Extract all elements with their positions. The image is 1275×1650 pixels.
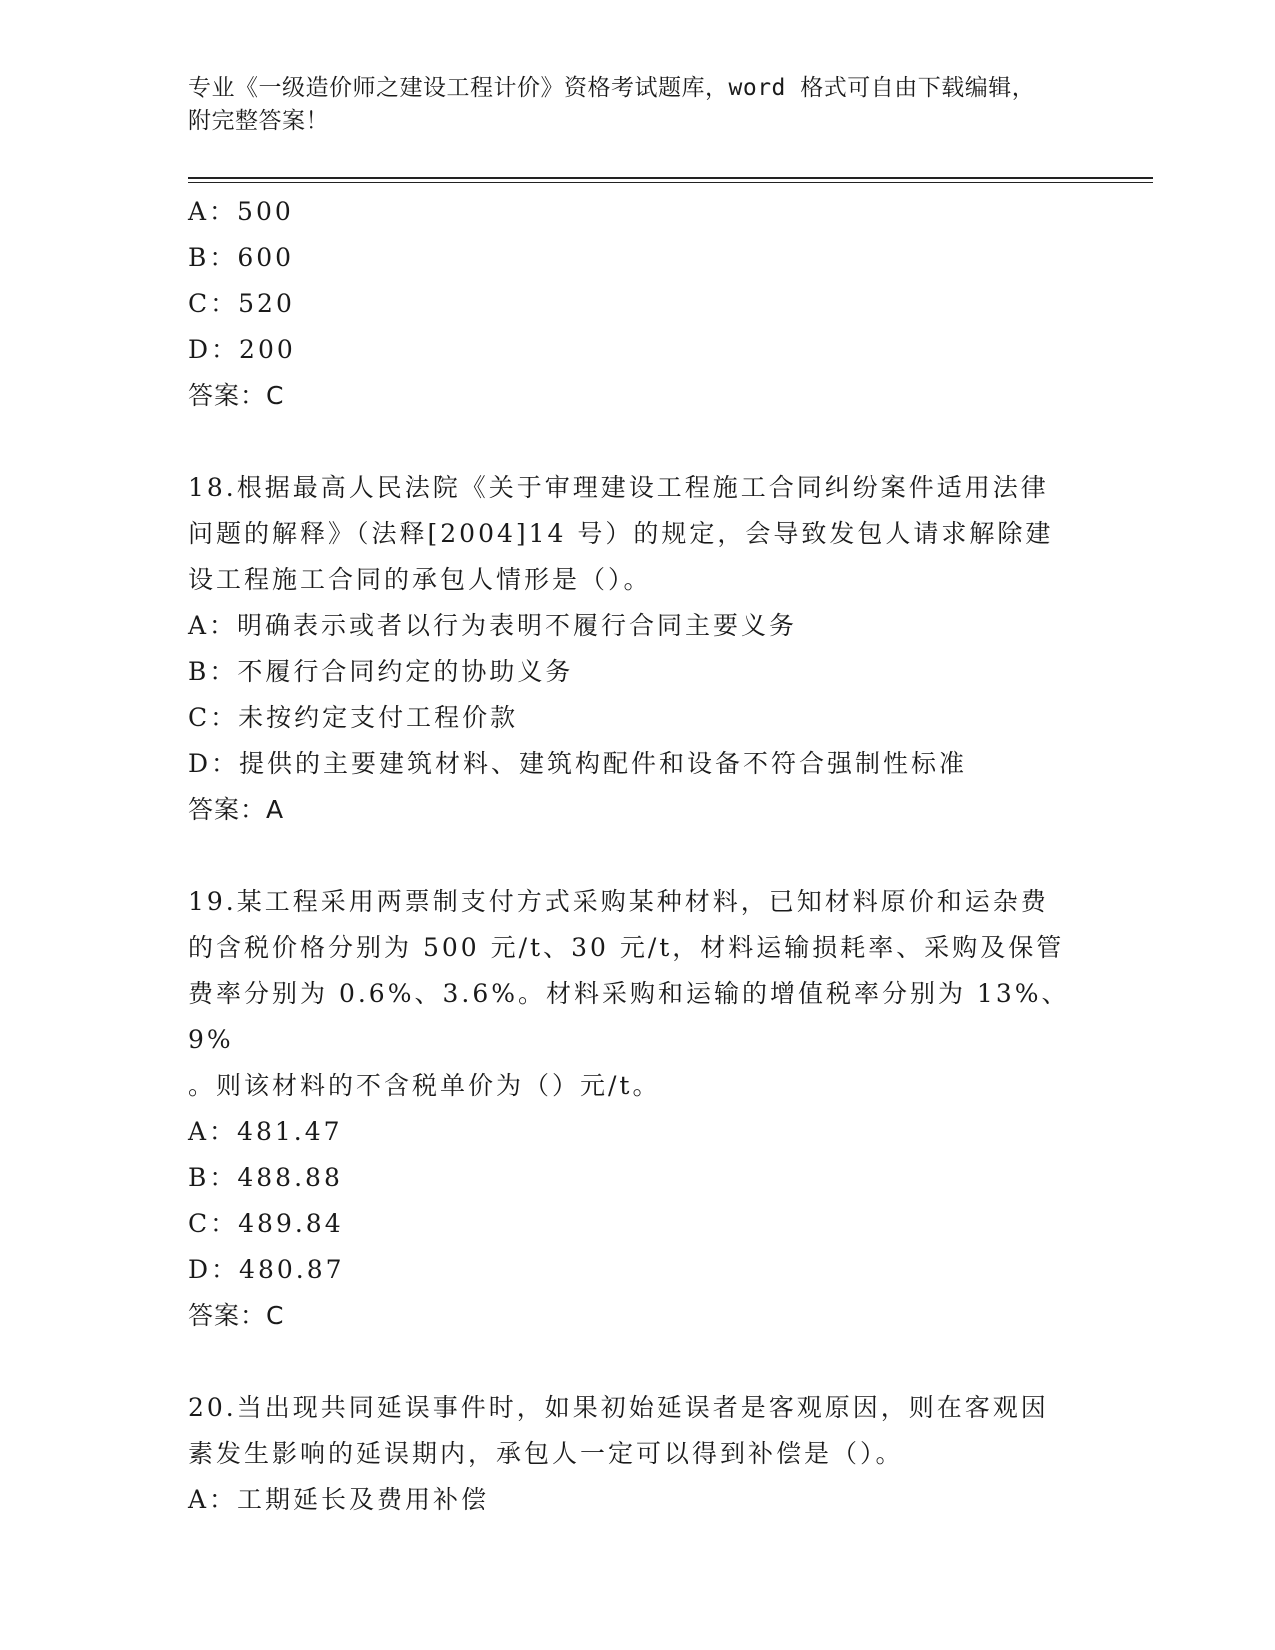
option-a: A：500 [188, 197, 294, 226]
option-c: C：489.84 [188, 1209, 344, 1238]
option-a: A：工期延长及费用补偿 [188, 1485, 490, 1514]
option-c: C：520 [188, 289, 295, 318]
question-stem-line: 。则该材料的不含税单价为（）元/t。 [188, 1071, 661, 1100]
option-d: D：提供的主要建筑材料、建筑构配件和设备不符合强制性标准 [188, 749, 968, 778]
option-c: C：未按约定支付工程价款 [188, 703, 519, 732]
question-list [188, 189, 1088, 1523]
header-divider-thick [188, 177, 1153, 179]
question-stem-line: 的含税价格分别为 500 元/t、30 元/t，材料运输损耗率、采购及保管 [188, 933, 1065, 962]
option-b: B：不履行合同约定的协助义务 [188, 657, 574, 686]
question-stem-line: 素发生影响的延误期内，承包人一定可以得到补偿是（）。 [188, 1439, 904, 1468]
header-line-1: 专业《一级造价师之建设工程计价》资格考试题库，word 格式可自由下载编辑， [188, 75, 1036, 101]
answer-line: 答案：C [188, 381, 285, 410]
option-a: A：明确表示或者以行为表明不履行合同主要义务 [188, 611, 798, 640]
document-header [188, 72, 1088, 138]
question-17 [188, 189, 1088, 419]
option-b: B：488.88 [188, 1163, 343, 1192]
question-19 [188, 879, 1088, 1339]
header-line-2: 附完整答案！ [188, 108, 329, 134]
header-divider-thin [188, 182, 1153, 183]
spacer [188, 1339, 1088, 1385]
answer-line: 答案：C [188, 1301, 285, 1330]
option-a: A：481.47 [188, 1117, 343, 1146]
spacer [188, 833, 1088, 879]
question-stem-line: 费率分别为 0.6%、3.6%。材料采购和运输的增值税率分别为 13%、9% [188, 979, 1070, 1054]
answer-line: 答案：A [188, 795, 285, 824]
question-stem-line: 18.根据最高人民法院《关于审理建设工程施工合同纠纷案件适用法律 [188, 473, 1049, 502]
question-20 [188, 1385, 1088, 1523]
question-stem-line: 设工程施工合同的承包人情形是（）。 [188, 565, 652, 594]
option-d: D：200 [188, 335, 296, 364]
question-stem-line: 20.当出现共同延误事件时，如果初始延误者是客观原因，则在客观因 [188, 1393, 1049, 1422]
option-b: B：600 [188, 243, 295, 272]
option-d: D：480.87 [188, 1255, 345, 1284]
question-stem-line: 问题的解释》（法释[2004]14 号）的规定，会导致发包人请求解除建 [188, 519, 1054, 548]
spacer [188, 419, 1088, 465]
question-18 [188, 465, 1088, 833]
question-stem-line: 19.某工程采用两票制支付方式采购某种材料，已知材料原价和运杂费 [188, 887, 1049, 916]
